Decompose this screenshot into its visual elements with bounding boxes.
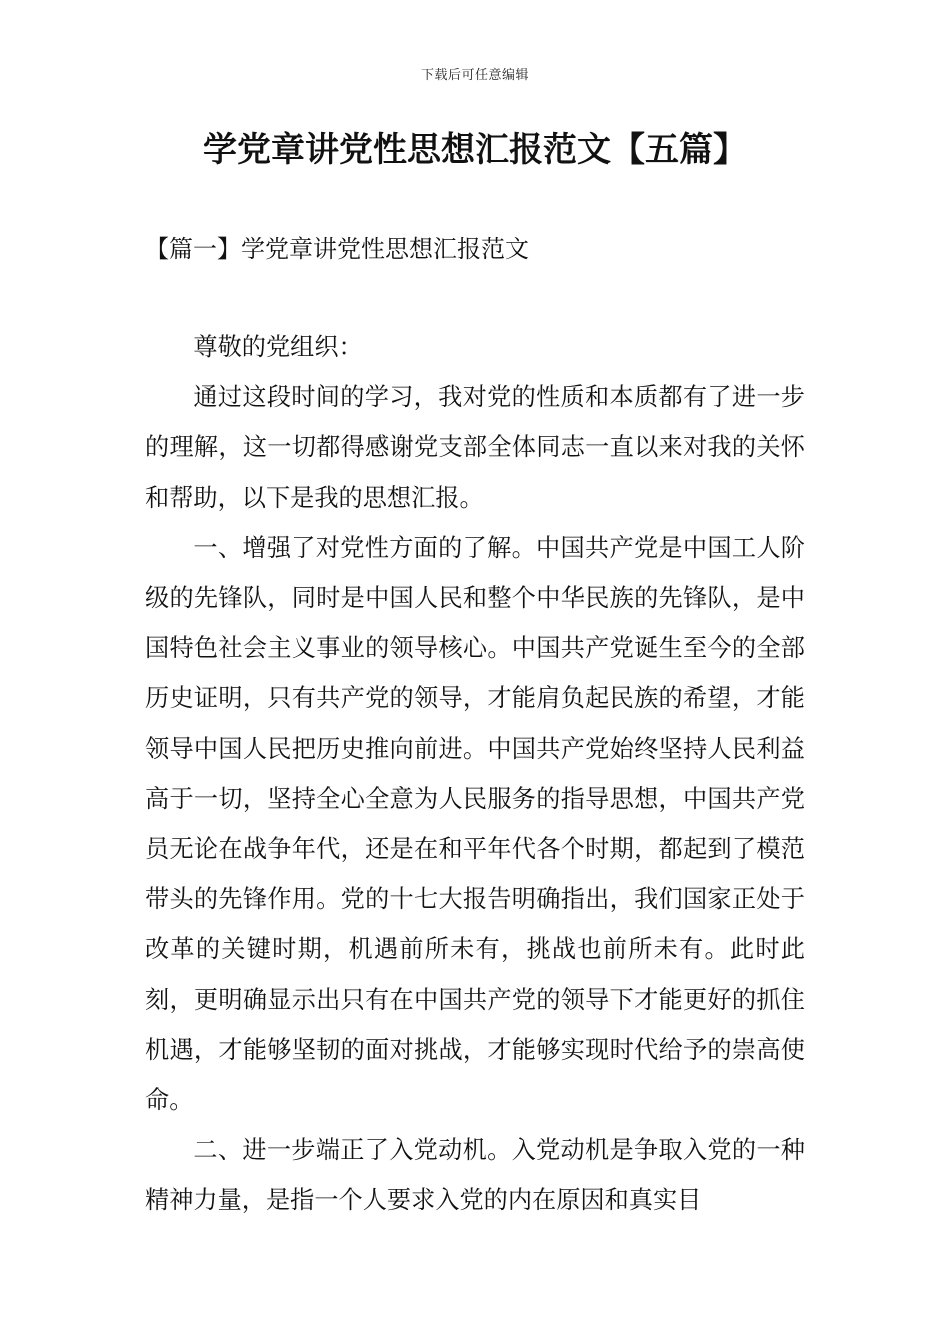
paragraph-3: 二、进一步端正了入党动机。入党动机是争取入党的一种精神力量，是指一个人要求入党的内在原因和真实目 xyxy=(145,1136,805,1215)
salutation: 尊敬的党组织： xyxy=(193,333,363,361)
document-body xyxy=(145,322,805,1226)
document-title: 学党章讲党性思想汇报范文【五篇】 xyxy=(203,130,747,170)
section-heading: 【篇一】学党章讲党性思想汇报范文 xyxy=(145,235,529,263)
page-header-note: 下载后可任意编辑 xyxy=(420,68,529,83)
paragraph-1: 通过这段时间的学习，我对党的性质和本质都有了进一步的理解，这一切都得感谢党支部全体同志一直以来对我的关怀和帮助，以下是我的思想汇报。 xyxy=(145,383,805,512)
paragraph-2: 一、增强了对党性方面的了解。中国共产党是中国工人阶级的先锋队，同时是中国人民和整个中华民族的先锋队，是中国特色社会主义事业的领导核心。中国共产党诞生至今的全部历史证明，只有共产党的领导，才能肩负起民族的希望，才能领导中国人民把历史推向前进。中国共产党始终坚持人民利益高于一切，坚持全心全意为人民服务的指导思想，中国共产党员无论在战争年代，还是在和平年代各个时期，都起到了模范带头的先锋作用。党的十七大报告明确指出，我们国家正处于改革的关键时期，机遇前所未有，挑战也前所未有。此时此刻，更明确显示出只有在中国共产党的领导下才能更好的抓住机遇，才能够坚韧的面对挑战，才能够实现时代给予的崇高使命。 xyxy=(145,533,805,1115)
